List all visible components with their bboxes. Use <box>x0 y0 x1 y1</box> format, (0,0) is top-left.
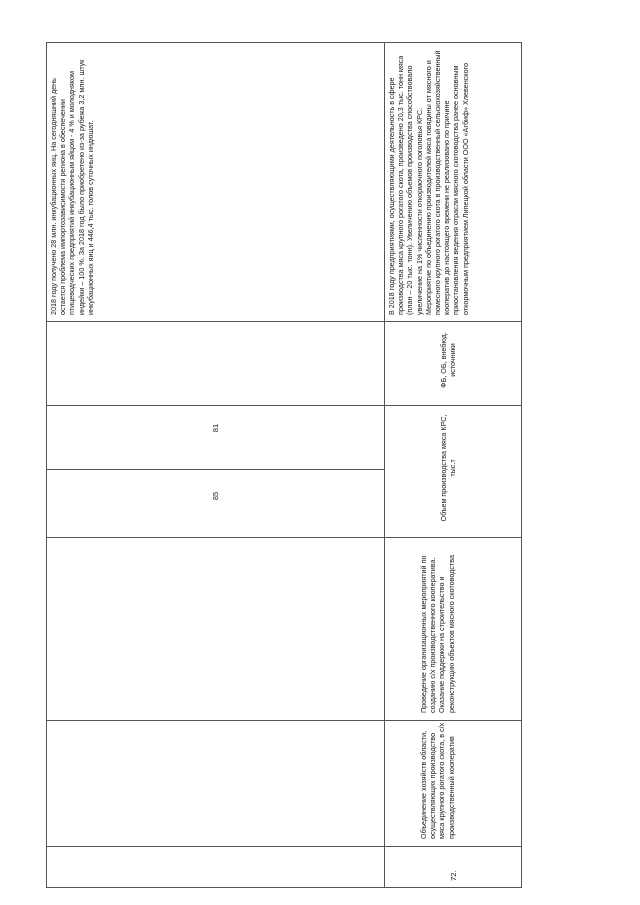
top-row-result-text: 2018 году получено 28 млн. инкубационных яиц. На сегодняшний день остается проблема импортозависимости региона в обеспечении птицеводческих предприятий инкубационным яйцом - 4 % и молодняком индейки – 100 %. За 2018 год было приобретено из-за рубежа 3,2 млн. штук инкубационных яиц и 446,4 тыс. голов суточных индюшат. <box>49 59 95 315</box>
row-indicator-name: Объем производства мяса КРС, тыс.т <box>439 414 458 522</box>
row-activities: Проведение организационных мероприятий по созданию с/х производственного кооператива. Оказание поддержки на строительство и реконструкцию объектов мясного скотоводства <box>419 555 456 713</box>
cell-divider-indicator-values <box>47 469 384 470</box>
row-divider <box>384 43 385 887</box>
top-row-indicator-value-2: 81 <box>211 423 220 433</box>
cell-divider-event <box>47 846 521 847</box>
plan-table <box>46 42 522 888</box>
cell-divider-indicator <box>47 537 521 538</box>
row-funding-sources: ФБ, ОБ, внебюд. источники <box>439 332 458 388</box>
row-result-paragraph-2: Мероприятие по объединению производителей мяса говядины от мясного и помесного крупного рогатого скота в производственный сельскохозяйственный кооператив до настоящего времени не реализовано по причине приостановления ведения отрасли мясного скотоводства ранее основным откормочным предприятием Липецкой области ООО «Агбиф» Хлевенского <box>423 50 470 315</box>
row-result-paragraph-1: В 2018 году предприятиями, осуществляющими деятельность в сфере производства мяса крупного рогатого скота, произведено 20,3 тыс. тонн мяса (план – 20 тыс. тонн). Увеличению объемов производства способствовало увеличение на 1% численности откормочного поголовья КРС. <box>387 55 424 315</box>
row-event-name: Объединение хозяйств области, осуществляющих производство мяса крупного рогатого скота, в с/х производственный кооператив <box>419 722 456 839</box>
row-result-text <box>387 47 470 315</box>
top-row-indicator-value-1: 85 <box>211 491 220 501</box>
row-number: 72. <box>449 870 458 881</box>
